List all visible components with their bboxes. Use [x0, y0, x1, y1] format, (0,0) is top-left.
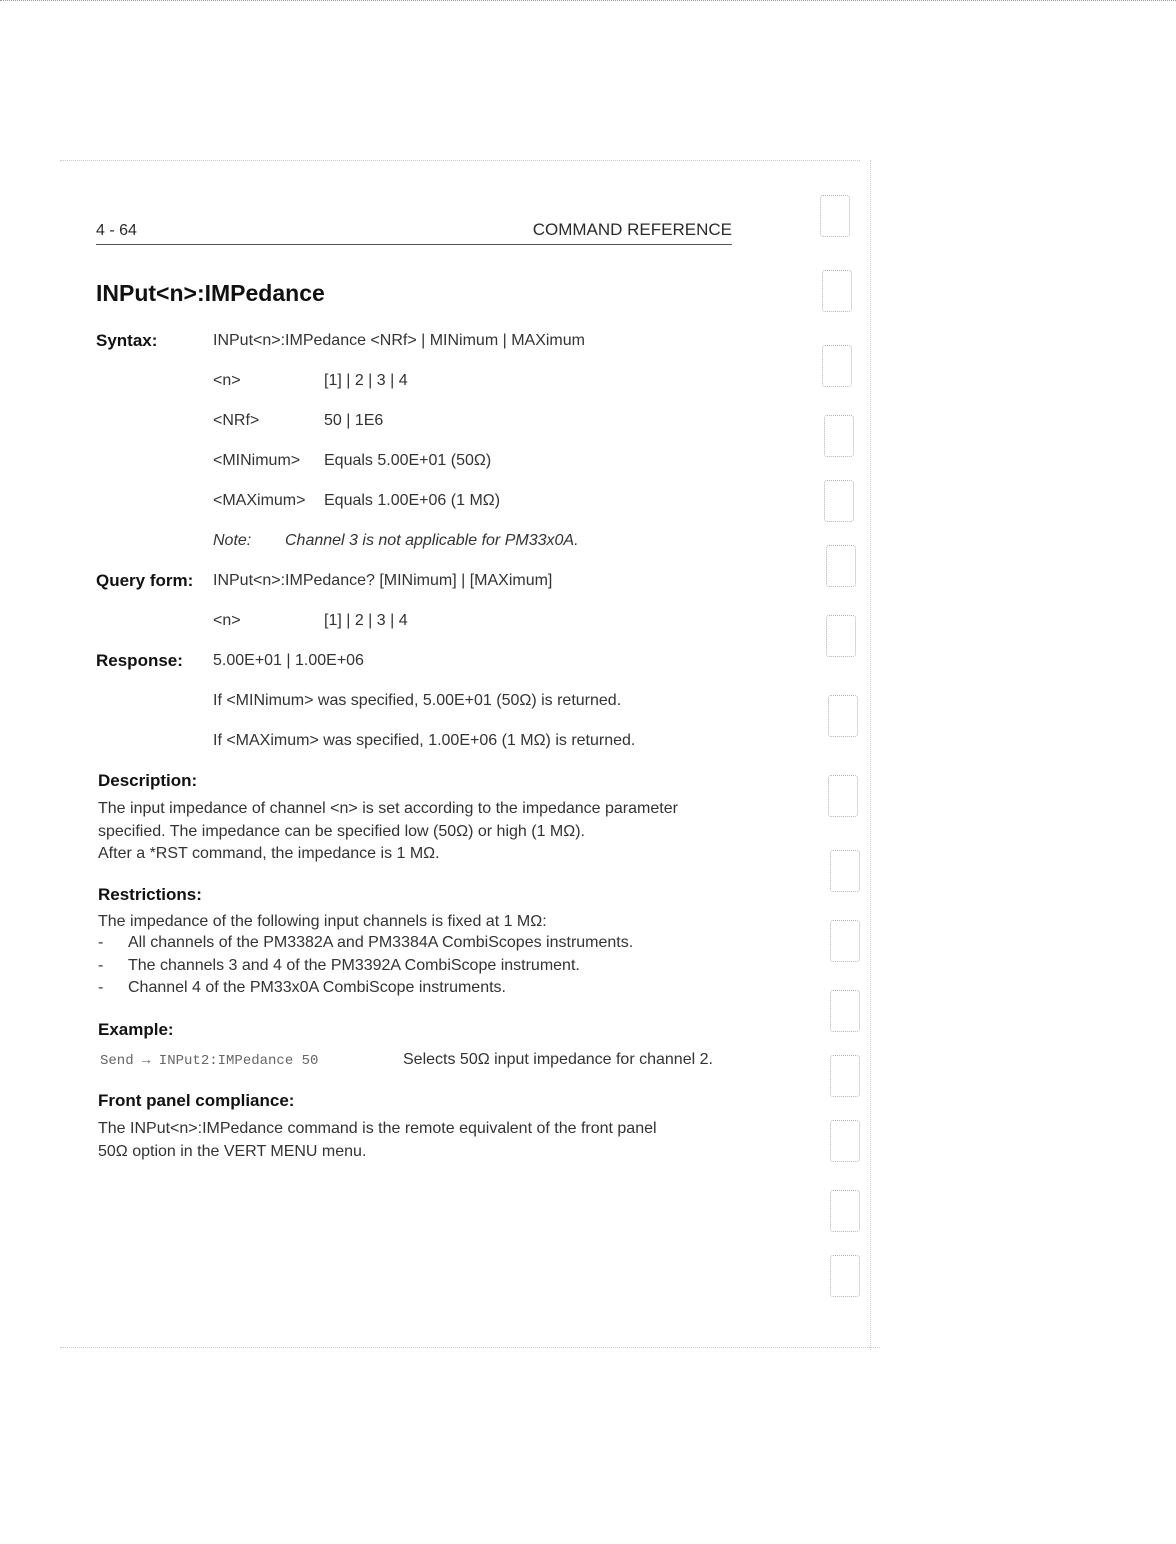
index-tab — [830, 1055, 860, 1097]
page-number: 4 - 64 — [96, 222, 137, 239]
bullet-dash: - — [98, 956, 104, 974]
description-line: specified. The impedance can be specified low (50Ω) or high (1 MΩ). — [98, 822, 585, 840]
index-tab — [822, 345, 852, 387]
bullet-dash: - — [98, 979, 104, 996]
list-item-text: Channel 4 of the PM33x0A CombiScope instruments. — [128, 979, 506, 996]
index-tab — [824, 415, 854, 457]
index-tab — [830, 850, 860, 892]
list-item — [98, 979, 758, 1002]
param-value: [1] | 2 | 3 | 4 — [324, 372, 408, 389]
index-tab — [820, 195, 850, 237]
param-value: [1] | 2 | 3 | 4 — [324, 612, 408, 629]
param-value: 50 | 1E6 — [324, 412, 384, 429]
response-detail: If <MAXimum> was specified, 1.00E+06 (1 MΩ) is returned. — [213, 732, 636, 749]
example-text: Selects 50Ω input impedance for channel 2. — [403, 1051, 713, 1068]
scan-dotted-line — [60, 160, 860, 161]
restrictions-intro: The impedance of the following input channels is fixed at 1 MΩ: — [98, 913, 547, 930]
index-tab — [830, 1190, 860, 1232]
restrictions-list — [98, 934, 758, 1002]
example-heading: Example: — [98, 1020, 174, 1039]
index-tab — [830, 920, 860, 962]
index-tab — [822, 270, 852, 312]
index-tab — [830, 1120, 860, 1162]
list-item-text: All channels of the PM3382A and PM3384A CombiScopes instruments. — [128, 934, 634, 951]
description-heading: Description: — [98, 771, 198, 790]
note-label: Note: — [213, 532, 252, 549]
command-title: INPut<n>:IMPedance — [96, 280, 325, 306]
restrictions-heading: Restrictions: — [98, 885, 202, 904]
page-header — [96, 218, 732, 245]
description-line: After a *RST command, the impedance is 1 MΩ. — [98, 845, 440, 862]
note-text: Channel 3 is not applicable for PM33x0A. — [285, 532, 579, 549]
param-name: <MAXimum> — [213, 492, 306, 509]
scan-dotted-line — [60, 1347, 880, 1348]
index-tab — [830, 1255, 860, 1297]
front-panel-heading: Front panel compliance: — [98, 1091, 295, 1110]
front-panel-line: The INPut<n>:IMPedance command is the remote equivalent of the front panel — [98, 1120, 657, 1137]
param-value: Equals 5.00E+01 (50Ω) — [324, 452, 492, 469]
response-label: Response: — [96, 651, 183, 670]
param-name: <n> — [213, 372, 241, 389]
scan-edge-top — [0, 0, 1176, 3]
param-name: <MINimum> — [213, 452, 301, 469]
list-item-text: The channels 3 and 4 of the PM3392A CombiScope instrument. — [128, 956, 580, 974]
description-line: The input impedance of channel <n> is set according to the impedance parameter — [98, 800, 678, 817]
list-item — [98, 957, 758, 980]
syntax-label: Syntax: — [96, 331, 158, 350]
syntax-line: INPut<n>:IMPedance <NRf> | MINimum | MAXimum — [213, 332, 585, 349]
front-panel-text — [98, 1118, 758, 1163]
example-code: Send → INPut2:IMPedance 50 — [100, 1053, 319, 1069]
response-line: 5.00E+01 | 1.00E+06 — [213, 652, 364, 669]
description-text — [98, 798, 758, 866]
param-name: <NRf> — [213, 412, 260, 429]
param-name: <n> — [213, 612, 241, 629]
front-panel-line: 50Ω option in the VERT MENU menu. — [98, 1142, 367, 1160]
index-tab — [824, 480, 854, 522]
index-tab — [828, 695, 858, 737]
param-value: Equals 1.00E+06 (1 MΩ) — [324, 492, 501, 509]
bullet-dash: - — [98, 934, 104, 951]
response-detail: If <MINimum> was specified, 5.00E+01 (50Ω) is returned. — [213, 692, 622, 709]
index-tab — [830, 990, 860, 1032]
query-label: Query form: — [96, 571, 194, 590]
section-title: COMMAND REFERENCE — [532, 220, 732, 239]
list-item — [98, 934, 758, 957]
query-line: INPut<n>:IMPedance? [MINimum] | [MAXimum] — [213, 572, 553, 589]
index-tab — [826, 615, 856, 657]
index-tab — [828, 775, 858, 817]
index-tab-strip — [812, 150, 882, 1350]
index-tab — [826, 545, 856, 587]
